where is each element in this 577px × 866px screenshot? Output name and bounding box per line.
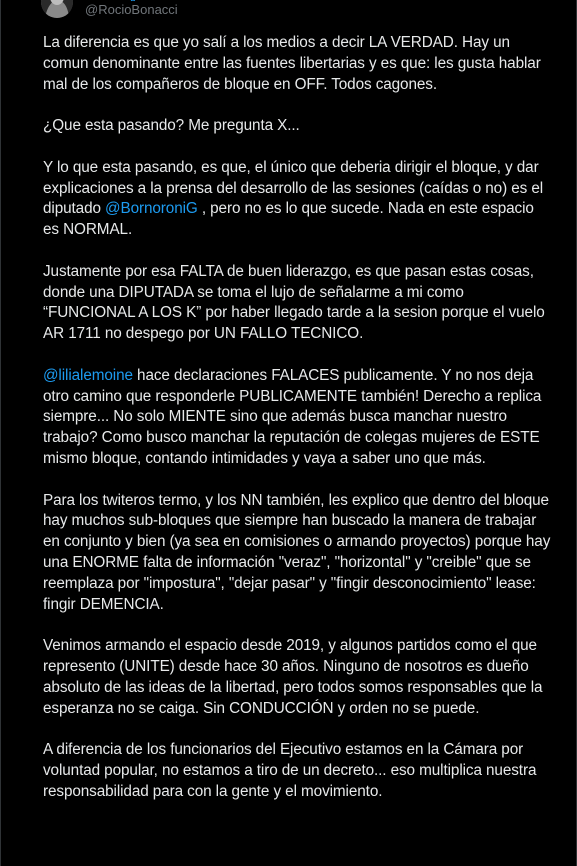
tweet-paragraph-8: A diferencia de los funcionarios del Ejecutivo estamos en la Cámara por voluntad popular, no estamos a tiro de un decreto... eso multiplica nuestra responsabilidad para con la gente y el movimiento. — [43, 741, 537, 800]
tweet-text-segment: hace declaraciones FALACES publicamente. Y no nos deja otro camino que responderle PUBLICAMENTE también! Derecho a replica siempre... No solo MIENTE sino que además busca manchar nuestro trabajo? Como busco manchar la reputación de colegas mujeres de ESTE mismo bloque, contando intimidades y vaya a saber uno que más. — [43, 366, 542, 467]
mention-link-lilialemoine[interactable]: @lilialemoine — [43, 366, 133, 384]
tweet-text — [43, 33, 553, 823]
tweet-text-segment: , pero no es lo que sucede. Nada en este espacio es NORMAL. — [43, 200, 534, 239]
tweet-paragraph-1: La diferencia es que yo salí a los medios a decir LA VERDAD. Hay un comun denominante entre las fuentes libertarias y es que: les gusta hablar mal de los compañeros de bloque en OFF. Todos cagones. — [43, 34, 541, 93]
tweet-paragraph-3 — [43, 158, 553, 241]
mention-link-bornoronig[interactable]: @BornoroniG — [105, 200, 198, 218]
tweet-paragraph-6: Para los twiteros termo, y los NN también, les explico que dentro del bloque hay muchos sub-bloques que siempre han buscado la manera de trabajar en conjunto y bien (ya sea en comisiones o armando proyectos) porque hay una ENORME falta de información "veraz", "horizontal" y "creible" que se reemplaza por "impostura", "dejar pasar" y "fingir desconocimiento" lease: fingir DEMENCIA. — [43, 491, 551, 613]
avatar-photo-icon — [41, 0, 73, 18]
tweet-paragraph-7: Venimos armando el espacio desde 2019, y algunos partidos como el que represento (UNITE) desde hace 30 años. Ninguno de nosotros es dueño absoluto de las ideas de la libertad, pero todos somos responsables que la esperanza no se caiga. Sin CONDUCCIÓN y orden no se puede. — [43, 637, 543, 717]
tweet-paragraph-4: Justamente por esa FALTA de buen liderazgo, es que pasan estas cosas, donde una DIPUTADA se toma el lujo de señalarme a mi como “FUNCIONAL A LOS K” por haber llegado tarde a la sesion porque el vuelo AR 1711 no despego por UN FALLO TECNICO. — [43, 262, 545, 343]
author-handle[interactable]: @RocioBonacci — [85, 2, 178, 17]
tweet-paragraph-5 — [43, 366, 553, 470]
tweet-paragraph-2: ¿Que esta pasando? Me pregunta X... — [43, 117, 300, 135]
tweet-text-segment: Y lo que esta pasando, es que, el único que deberia dirigir el bloque, y dar explicaciones a la prensa del desarrollo de las sesiones (caídas o no) es el diputado — [43, 158, 544, 218]
avatar[interactable] — [41, 0, 73, 18]
